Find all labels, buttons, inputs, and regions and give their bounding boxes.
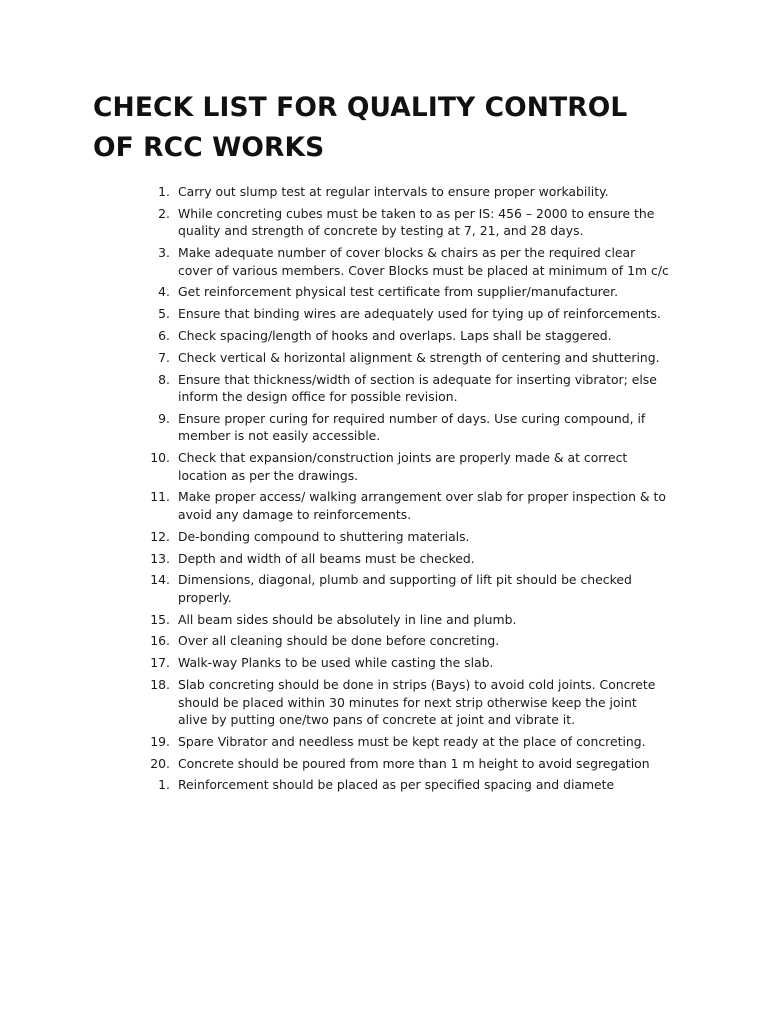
checklist-item (148, 305, 688, 323)
checklist-item (148, 349, 688, 367)
item-number: 17. (150, 655, 170, 671)
item-number: 1. (158, 777, 170, 793)
item-text (170, 776, 688, 794)
item-text-line: Concrete should be poured from more than 1 m height to avoid segregation (178, 755, 650, 771)
checklist-item (148, 283, 688, 301)
checklist-item (148, 371, 688, 406)
checklist-item (148, 776, 688, 794)
item-text (170, 327, 688, 345)
item-number: 1. (158, 184, 170, 199)
document-title (93, 88, 693, 168)
item-text-line: member is not easily accessible. (178, 428, 381, 444)
item-text-line: Dimensions, diagonal, plumb and supporting of lift pit should be checked (178, 572, 632, 588)
item-number: 7. (158, 349, 170, 365)
item-text-line: Spare Vibrator and needless must be kept ready at the place of concreting. (178, 733, 646, 749)
item-text-line: alive by putting one/two pans of concrete at joint and vibrate it. (178, 712, 576, 728)
item-text (170, 371, 688, 406)
item-number: 12. (150, 528, 170, 544)
item-text (170, 676, 688, 729)
item-number: 11. (150, 489, 170, 505)
checklist-item (148, 528, 688, 546)
item-text-line: De-bonding compound to shuttering materials. (178, 528, 470, 544)
item-number: 3. (158, 245, 170, 261)
checklist-item (148, 611, 688, 629)
item-text (170, 305, 688, 323)
checklist-item (148, 676, 688, 729)
item-text-line: Reinforcement should be placed as per specified spacing and diamete (178, 777, 615, 793)
item-text-line: Depth and width of all beams must be checked. (178, 550, 475, 566)
item-text-line: Make proper access/ walking arrangement over slab for proper inspection & to (178, 489, 666, 505)
item-text-line: All beam sides should be absolutely in line and plumb. (178, 611, 517, 627)
checklist-item (148, 449, 688, 484)
title-line: CHECK LIST FOR QUALITY CONTROL (93, 92, 628, 123)
item-text-line: Ensure proper curing for required number of days. Use curing compound, if (178, 410, 646, 426)
checklist-item (148, 327, 688, 345)
item-text (170, 528, 688, 546)
item-text-line: inform the design office for possible revision. (178, 389, 458, 405)
checklist-item (148, 244, 688, 279)
item-text (170, 205, 688, 240)
checklist-item (148, 410, 688, 445)
item-text (170, 449, 688, 484)
item-text (170, 244, 688, 279)
item-text (170, 632, 688, 650)
item-text (170, 183, 688, 201)
item-number: 16. (150, 633, 170, 649)
item-number: 2. (158, 205, 170, 221)
item-text-line: Ensure that binding wires are adequately used for tying up of reinforcements. (178, 306, 661, 322)
item-text-line: Walk-way Planks to be used while casting the slab. (178, 655, 494, 671)
checklist-item (148, 733, 688, 751)
item-text (170, 571, 688, 606)
item-text-line: should be placed within 30 minutes for next strip otherwise keep the joint (178, 694, 637, 710)
item-number: 15. (150, 611, 170, 627)
item-number: 18. (150, 677, 170, 693)
checklist-item (148, 488, 688, 523)
checklist-item (148, 550, 688, 568)
item-number: 6. (158, 327, 170, 343)
item-number: 14. (150, 572, 170, 588)
item-text-line: Check spacing/length of hooks and overlaps. Laps shall be staggered. (178, 327, 612, 343)
item-number: 4. (158, 284, 170, 300)
item-number: 10. (150, 450, 170, 466)
item-number: 9. (158, 410, 170, 426)
item-text-line: Carry out slump test at regular intervals to ensure proper workability. (178, 184, 609, 199)
item-text-line: Ensure that thickness/width of section is adequate for inserting vibrator; else (178, 371, 657, 387)
item-text-line: Check that expansion/construction joints are properly made & at correct (178, 450, 628, 466)
item-text (170, 550, 688, 568)
checklist-item (148, 632, 688, 650)
item-text-line: Slab concreting should be done in strips (Bays) to avoid cold joints. Concrete (178, 677, 656, 693)
item-number: 13. (150, 550, 170, 566)
item-number: 20. (150, 755, 170, 771)
item-text-line: Check vertical & horizontal alignment & strength of centering and shuttering. (178, 349, 660, 365)
item-text-line: cover of various members. Cover Blocks must be placed at minimum of 1m c/c (178, 262, 669, 278)
item-text (170, 283, 688, 301)
item-text (170, 488, 688, 523)
title-line: OF RCC WORKS (93, 132, 325, 163)
item-number: 8. (158, 371, 170, 387)
checklist-item (148, 654, 688, 672)
item-text-line: While concreting cubes must be taken to as per IS: 456 – 2000 to ensure the (178, 205, 655, 221)
checklist-item (148, 183, 688, 201)
item-number: 19. (150, 733, 170, 749)
item-text (170, 611, 688, 629)
checklist-item (148, 205, 688, 240)
item-text (170, 755, 688, 773)
item-text (170, 410, 688, 445)
item-text-line: Make adequate number of cover blocks & chairs as per the required clear (178, 245, 636, 261)
checklist-item (148, 571, 688, 606)
item-number: 5. (158, 306, 170, 322)
item-text-line: Over all cleaning should be done before concreting. (178, 633, 500, 649)
item-text-line: quality and strength of concrete by testing at 7, 21, and 28 days. (178, 223, 584, 239)
item-text (170, 733, 688, 751)
item-text-line: avoid any damage to reinforcements. (178, 506, 412, 522)
checklist (148, 183, 688, 798)
item-text-line: Get reinforcement physical test certificate from supplier/manufacturer. (178, 284, 619, 300)
item-text (170, 654, 688, 672)
checklist-item (148, 755, 688, 773)
item-text (170, 349, 688, 367)
item-text-line: location as per the drawings. (178, 467, 359, 483)
item-text-line: properly. (178, 589, 232, 605)
